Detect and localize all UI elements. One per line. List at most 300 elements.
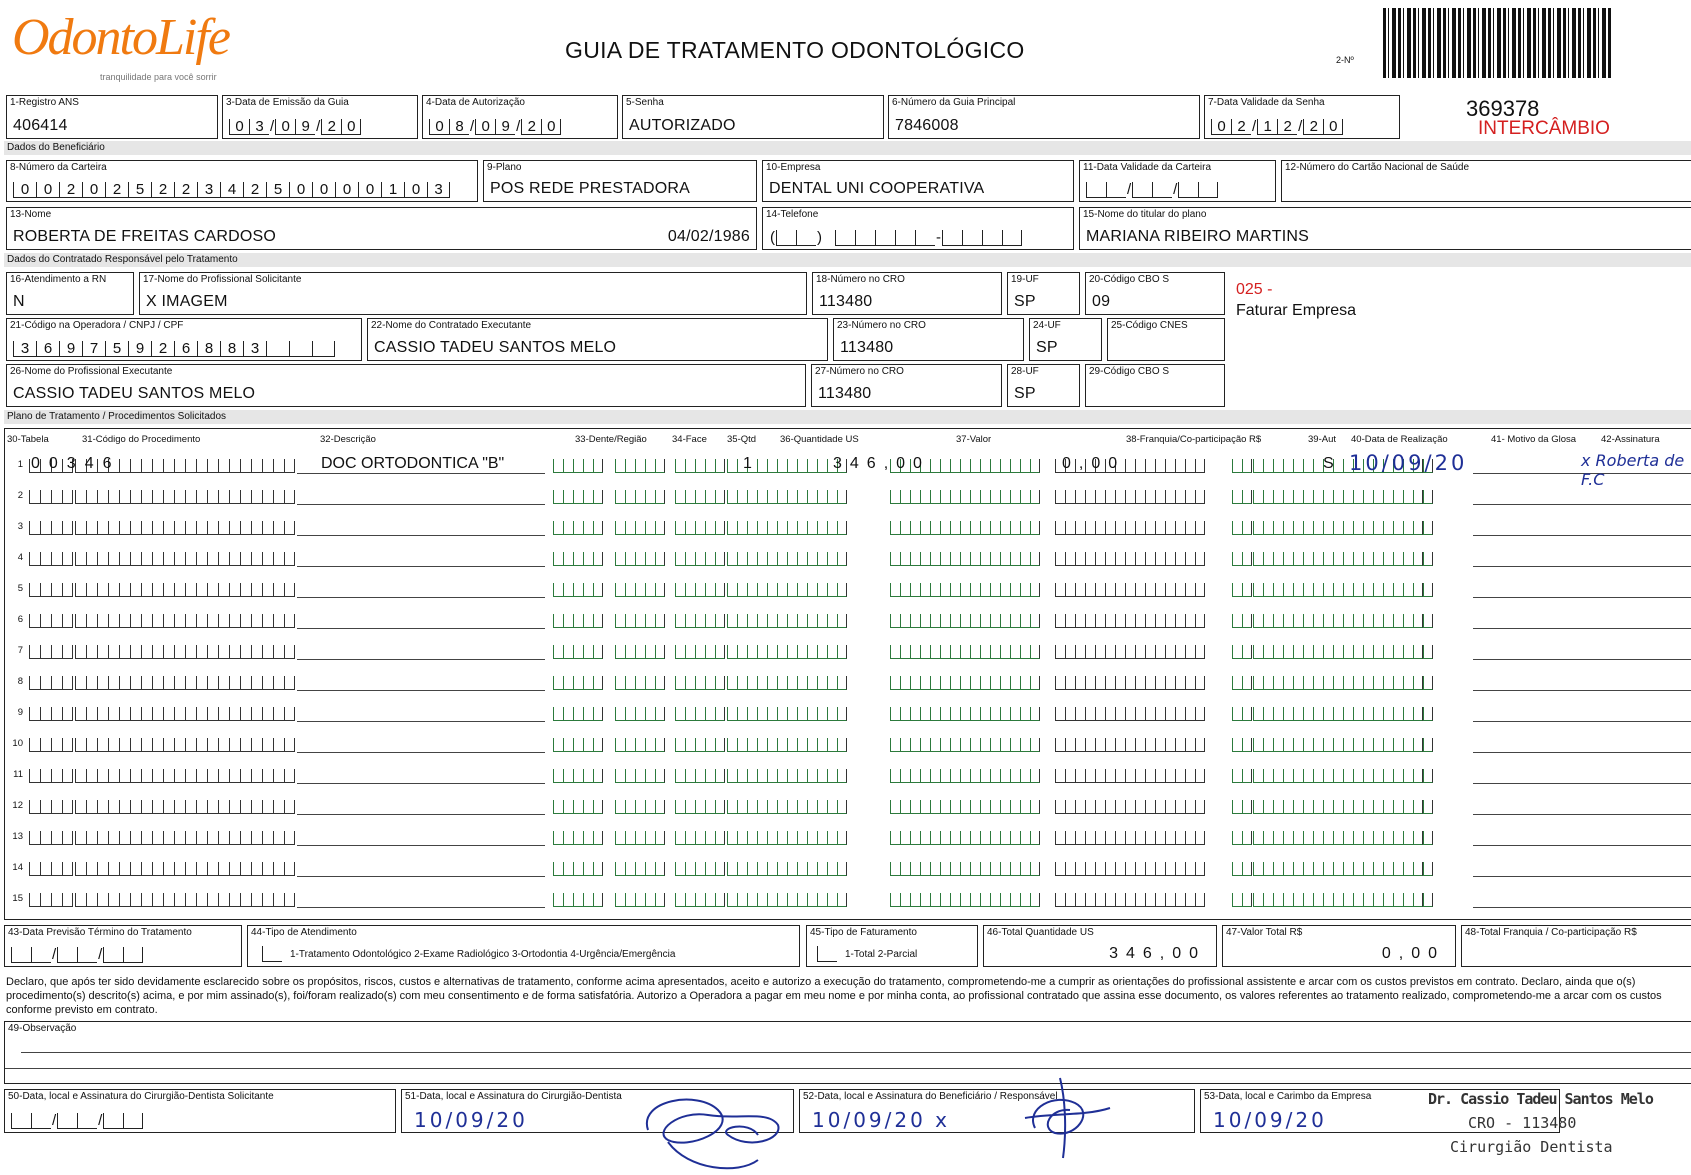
cell-group[interactable]	[1232, 521, 1252, 535]
cell-group[interactable]	[1232, 831, 1252, 845]
cell-group[interactable]	[553, 583, 603, 597]
cell-group[interactable]	[75, 676, 295, 690]
cell-group[interactable]	[29, 614, 73, 628]
cell-group[interactable]	[1055, 893, 1205, 907]
row-number: 14	[12, 862, 23, 873]
cell-group[interactable]	[75, 490, 295, 504]
cbo20-value: 09	[1092, 293, 1111, 310]
cell-group[interactable]	[1232, 645, 1252, 659]
cell-group[interactable]	[1055, 645, 1205, 659]
cell-group[interactable]	[615, 459, 665, 473]
operadora-digit: 7	[82, 341, 105, 357]
tipo-atendimento-options: 1-Tratamento Odontológico 2-Exame Radiológico 3-Ortodontia 4-Urgência/Emergência	[290, 949, 676, 960]
cell-group[interactable]	[75, 769, 295, 783]
f52-field[interactable]	[799, 1089, 1195, 1133]
cod-operadora-label: 21-Código na Operadora / CNPJ / CPF	[10, 320, 184, 331]
uf19-field[interactable]	[1007, 272, 1080, 315]
cell-group[interactable]	[675, 490, 725, 504]
cell-group[interactable]	[1055, 738, 1205, 752]
cbo29-field[interactable]	[1085, 364, 1225, 407]
cell-group[interactable]	[553, 800, 603, 814]
cell-group[interactable]	[615, 831, 665, 845]
cell-group[interactable]	[553, 738, 603, 752]
cell-group[interactable]	[890, 831, 1040, 845]
cell-group[interactable]	[553, 769, 603, 783]
guide-number-label: 2-Nº	[1336, 55, 1354, 65]
cell-group[interactable]	[1403, 800, 1423, 814]
exchange-label: INTERCÂMBIO	[1478, 118, 1610, 139]
operadora-digit: 3	[243, 341, 266, 357]
f50-field[interactable]	[4, 1089, 396, 1133]
cell-group[interactable]	[553, 459, 603, 473]
cell-group[interactable]	[1055, 552, 1205, 566]
col-motivo-glosa: 41- Motivo da Glosa	[1491, 434, 1577, 445]
uf19-label: 19-UF	[1011, 274, 1039, 285]
data-autorizacao-field[interactable]	[422, 95, 618, 139]
data-emissao-field[interactable]	[222, 95, 418, 139]
cell-group[interactable]	[75, 707, 295, 721]
cbo29-label: 29-Código CBO S	[1089, 366, 1170, 377]
cell-group[interactable]	[29, 769, 73, 783]
uf28-value: SP	[1014, 385, 1036, 402]
cell-group[interactable]	[75, 552, 295, 566]
col-qtd-us: 36-Quantidade US	[780, 434, 859, 445]
cell-group[interactable]	[727, 676, 847, 690]
carteira-digit: 5	[266, 182, 289, 198]
cell-group[interactable]	[1055, 800, 1205, 814]
tipo-faturamento-box[interactable]	[817, 946, 837, 962]
cell-group[interactable]	[75, 831, 295, 845]
page-title: GUIA DE TRATAMENTO ODONTOLÓGICO	[565, 37, 1025, 63]
cell-group[interactable]	[675, 738, 725, 752]
cell-group[interactable]	[1232, 490, 1252, 504]
cell-group[interactable]	[615, 893, 665, 907]
glosa-line[interactable]	[1473, 721, 1691, 722]
cell-group[interactable]	[615, 583, 665, 597]
cell-group[interactable]	[1403, 893, 1423, 907]
row-number: 7	[17, 645, 23, 656]
cell-group[interactable]	[1403, 707, 1423, 721]
cell-group[interactable]	[675, 831, 725, 845]
row-number: 3	[17, 521, 23, 532]
note-code: 025 -	[1236, 281, 1273, 298]
cell-group[interactable]	[29, 490, 73, 504]
titular-field[interactable]	[1079, 207, 1691, 250]
glosa-line[interactable]	[1473, 628, 1691, 629]
cell-group[interactable]	[75, 738, 295, 752]
nascimento-value: 04/02/1986	[667, 228, 750, 245]
cell-group[interactable]	[890, 614, 1040, 628]
carteira-digit: 2	[151, 182, 174, 198]
cell-group[interactable]	[675, 583, 725, 597]
cell-group[interactable]	[553, 707, 603, 721]
valor-total-value: 0,00	[1381, 945, 1445, 962]
cell-group[interactable]	[727, 521, 847, 535]
validade-senha-field[interactable]	[1204, 95, 1400, 139]
uf24-field[interactable]	[1029, 318, 1102, 361]
cell-group[interactable]	[727, 862, 847, 876]
cell-group[interactable]	[727, 893, 847, 907]
uf28-field[interactable]	[1007, 364, 1080, 407]
descricao-line[interactable]	[297, 814, 545, 815]
col-aut: 39-Aut	[1308, 434, 1336, 445]
cell-group[interactable]	[29, 552, 73, 566]
cell-group[interactable]	[1232, 800, 1252, 814]
operadora-digit: 5	[105, 341, 128, 357]
cell-group[interactable]	[890, 490, 1040, 504]
cell-group[interactable]	[675, 552, 725, 566]
tipo-atendimento-field[interactable]	[247, 925, 800, 967]
glosa-line[interactable]	[1473, 597, 1691, 598]
cnes-field[interactable]	[1107, 318, 1225, 361]
carteira-digit: 1	[381, 182, 404, 198]
cell-group[interactable]	[1232, 893, 1252, 907]
cell-group[interactable]	[29, 800, 73, 814]
senha-value: AUTORIZADO	[629, 117, 736, 134]
senha-label: 5-Senha	[626, 97, 664, 108]
cell-group[interactable]	[29, 645, 73, 659]
cell-group[interactable]	[675, 645, 725, 659]
operadora-digit: 2	[151, 341, 174, 357]
cell-group[interactable]	[890, 521, 1040, 535]
cell-group[interactable]	[75, 800, 295, 814]
cell-group[interactable]	[727, 800, 847, 814]
cell-group[interactable]	[75, 893, 295, 907]
cell-group[interactable]	[1232, 738, 1252, 752]
cbo20-label: 20-Código CBO S	[1089, 274, 1170, 285]
cell-group[interactable]	[553, 831, 603, 845]
cell-group[interactable]	[615, 800, 665, 814]
cell-group[interactable]	[553, 676, 603, 690]
senha-field[interactable]	[622, 95, 884, 139]
plano-field[interactable]	[483, 160, 757, 202]
cro27-field[interactable]	[811, 364, 1002, 407]
glosa-line[interactable]	[1473, 845, 1691, 846]
cell-group[interactable]	[615, 645, 665, 659]
glosa-line[interactable]	[1473, 814, 1691, 815]
descricao-line[interactable]	[297, 659, 545, 660]
cell-group[interactable]	[75, 614, 295, 628]
cell-group[interactable]	[675, 800, 725, 814]
declaration-text: Declaro, que após ter sido devidamente esclarecido sobre os propósitos, riscos, custos e alternativas de tratamento, conforme acima apresentados, aceito e autorizo a execução do tratamento, comprometendo-me a cumprir as orientações do profissional assistente e arcar com os custos previstos em contrato. Declaro, ainda que o(s) procedimento(s) descrito(s) acima, e por mim assinado(s), foi/foram realizado(s) com meu consentimento e de forma satisfatória. Autorizo a Operadora a pagar em meu nome e por minha conta, ao profissional contratado que assina esse documento, os valores referentes ao tratamento realizado, comprometendo-me a arcar com os custos conforme previsto em contrato.	[6, 976, 1662, 1016]
glosa-line[interactable]	[1473, 659, 1691, 660]
descricao-line[interactable]	[297, 783, 545, 784]
row-number: 4	[17, 552, 23, 563]
cell-group[interactable]	[1232, 459, 1252, 473]
total-us-value: 346,00	[1109, 945, 1206, 962]
cell-group[interactable]	[75, 862, 295, 876]
f51-date: 10/09/20	[414, 1108, 528, 1132]
executante-label: 22-Nome do Contratado Executante	[371, 320, 532, 331]
cell-group[interactable]	[29, 676, 73, 690]
carteira-digit: 3	[427, 182, 450, 198]
cell-group[interactable]	[615, 862, 665, 876]
rn-field[interactable]	[6, 272, 134, 315]
cbo20-field[interactable]	[1085, 272, 1225, 315]
cell-group[interactable]	[615, 769, 665, 783]
guide-number: 369378	[1466, 96, 1540, 121]
cell-group[interactable]	[1232, 676, 1252, 690]
col-assinatura: 42-Assinatura	[1601, 434, 1660, 445]
carteira-digit: 5	[128, 182, 151, 198]
cell-group[interactable]	[727, 614, 847, 628]
prof-exec-field[interactable]	[6, 364, 806, 407]
cell-group[interactable]	[675, 676, 725, 690]
cell-group[interactable]	[675, 459, 725, 473]
telefone-label: 14-Telefone	[766, 209, 819, 220]
solicitante-field[interactable]	[139, 272, 807, 315]
cell-group[interactable]	[29, 862, 73, 876]
cell-group[interactable]	[615, 707, 665, 721]
cell-group[interactable]	[727, 552, 847, 566]
cell-group[interactable]	[1403, 583, 1423, 597]
tipo-faturamento-options: 1-Total 2-Parcial	[845, 949, 918, 960]
glosa-line[interactable]	[1473, 752, 1691, 753]
guia-principal-field[interactable]	[888, 95, 1200, 139]
previsao-boxes: / /	[11, 943, 143, 963]
logo-text: OdontoLife	[12, 9, 229, 66]
cell-group[interactable]	[1055, 707, 1205, 721]
cell-group[interactable]	[29, 893, 73, 907]
cell-group[interactable]	[675, 862, 725, 876]
cell-group[interactable]	[553, 645, 603, 659]
glosa-line[interactable]	[1473, 504, 1691, 505]
cell-group[interactable]	[29, 707, 73, 721]
empresa-field[interactable]	[762, 160, 1074, 202]
beneficiario-section: Dados do Beneficiário	[4, 141, 1691, 155]
descricao-line[interactable]	[297, 907, 545, 908]
cro18-field[interactable]	[812, 272, 1002, 315]
carteira-field[interactable]	[6, 160, 478, 202]
cro23-value: 113480	[840, 339, 894, 356]
descricao-line[interactable]	[297, 535, 545, 536]
nome-field[interactable]	[6, 207, 757, 250]
carteira-digit: 0	[335, 182, 358, 198]
cell-group[interactable]	[675, 707, 725, 721]
carteira-boxes	[13, 178, 450, 198]
descricao-line[interactable]	[297, 690, 545, 691]
validade-carteira-field[interactable]	[1079, 160, 1276, 202]
cell-group[interactable]	[1403, 831, 1423, 845]
nome-value: ROBERTA DE FREITAS CARDOSO	[13, 228, 277, 245]
carteira-digit: 0	[36, 182, 59, 198]
valor-total-field[interactable]	[1222, 925, 1456, 967]
cartao-nacional-field[interactable]	[1281, 160, 1691, 202]
row-number: 8	[17, 676, 23, 687]
tipo-atendimento-label: 44-Tipo de Atendimento	[251, 927, 357, 938]
col-qtd: 35-Qtd	[727, 434, 757, 445]
cell-group[interactable]	[1403, 738, 1423, 752]
cell-group[interactable]	[615, 676, 665, 690]
glosa-line[interactable]	[1473, 690, 1691, 691]
cell-group[interactable]	[890, 645, 1040, 659]
cell-group[interactable]	[675, 893, 725, 907]
previsao-field[interactable]	[4, 925, 242, 967]
cell-group[interactable]	[1055, 862, 1205, 876]
prof-exec-label: 26-Nome do Profissional Executante	[10, 366, 173, 377]
cell-group[interactable]	[75, 645, 295, 659]
uf19-value: SP	[1014, 293, 1036, 310]
glosa-line[interactable]	[1473, 566, 1691, 567]
descricao-line[interactable]	[297, 566, 545, 567]
descricao-line[interactable]	[297, 597, 545, 598]
glosa-line[interactable]	[1473, 907, 1691, 908]
col-tabela: 30-Tabela	[7, 434, 49, 445]
validade-carteira-label: 11-Data Validade da Carteira	[1083, 162, 1212, 173]
row1-assinatura: x Roberta de F.C	[1581, 451, 1685, 489]
titular-value: MARIANA RIBEIRO MARTINS	[1086, 228, 1310, 245]
cell-group[interactable]	[1403, 769, 1423, 783]
dentist-signature	[628, 1080, 788, 1175]
cell-group[interactable]	[890, 800, 1040, 814]
descricao-line[interactable]	[297, 721, 545, 722]
solicitante-label: 17-Nome do Profissional Solicitante	[143, 274, 302, 285]
plano-label: 9-Plano	[487, 162, 522, 173]
cell-group[interactable]	[29, 831, 73, 845]
cell-group[interactable]	[615, 552, 665, 566]
stamp-role: Cirurgião Dentista	[1450, 1138, 1613, 1156]
row-number: 12	[12, 800, 23, 811]
cell-group[interactable]	[727, 769, 847, 783]
rn-label: 16-Atendimento a RN	[10, 274, 107, 285]
data-autorizacao-label: 4-Data de Autorização	[426, 97, 525, 108]
tipo-atendimento-box[interactable]	[262, 946, 282, 962]
cell-group[interactable]	[1232, 707, 1252, 721]
operadora-digit: 3	[13, 341, 36, 357]
operadora-digit: 8	[220, 341, 243, 357]
carteira-digit: 2	[59, 182, 82, 198]
cell-group[interactable]	[1403, 676, 1423, 690]
cell-group[interactable]	[75, 521, 295, 535]
cell-group[interactable]	[615, 614, 665, 628]
cell-group[interactable]	[727, 490, 847, 504]
f52-label: 52-Data, local e Assinatura do Beneficiário / Responsável	[803, 1091, 1058, 1102]
cell-group[interactable]	[1232, 552, 1252, 566]
glosa-line[interactable]	[1473, 535, 1691, 536]
cell-group[interactable]	[890, 707, 1040, 721]
observacao-field[interactable]	[4, 1021, 1691, 1084]
cell-group[interactable]	[727, 831, 847, 845]
cell-group[interactable]	[553, 552, 603, 566]
row1-valor: 0,00	[1062, 455, 1126, 472]
cell-group[interactable]	[890, 893, 1040, 907]
cell-group[interactable]	[553, 490, 603, 504]
cod-operadora-field[interactable]	[6, 318, 362, 361]
cell-group[interactable]	[1055, 676, 1205, 690]
cell-group[interactable]	[675, 769, 725, 783]
cell-group[interactable]	[1055, 831, 1205, 845]
cell-group[interactable]	[29, 521, 73, 535]
note-text: Faturar Empresa	[1236, 302, 1357, 319]
total-us-field[interactable]	[983, 925, 1217, 967]
cell-group[interactable]	[29, 738, 73, 752]
cell-group[interactable]	[1232, 614, 1252, 628]
registro-ans-field[interactable]	[6, 95, 218, 139]
glosa-line[interactable]	[1473, 876, 1691, 877]
cell-group[interactable]	[75, 583, 295, 597]
cell-group[interactable]	[615, 738, 665, 752]
cell-group[interactable]	[553, 862, 603, 876]
cell-group[interactable]	[1403, 614, 1423, 628]
cell-group[interactable]	[890, 769, 1040, 783]
descricao-line[interactable]	[297, 504, 545, 505]
uf24-value: SP	[1036, 339, 1058, 356]
descricao-line[interactable]	[297, 628, 545, 629]
cell-group[interactable]	[615, 490, 665, 504]
cell-group[interactable]	[890, 676, 1040, 690]
cell-group[interactable]	[675, 521, 725, 535]
carteira-digit: 0	[289, 182, 312, 198]
franquia-total-field[interactable]	[1461, 925, 1691, 967]
cell-group[interactable]	[1403, 862, 1423, 876]
cell-group[interactable]	[1055, 583, 1205, 597]
cell-group[interactable]	[1055, 769, 1205, 783]
cell-group[interactable]	[553, 614, 603, 628]
cell-group[interactable]	[1403, 521, 1423, 535]
guia-principal-label: 6-Número da Guia Principal	[892, 97, 1016, 108]
cell-group[interactable]	[890, 583, 1040, 597]
row1-descricao: DOC ORTODONTICA "B"	[321, 455, 505, 472]
solicitante-value: X IMAGEM	[146, 293, 228, 310]
cell-group[interactable]	[727, 707, 847, 721]
tipo-faturamento-field[interactable]	[806, 925, 978, 967]
cell-group[interactable]	[615, 521, 665, 535]
cell-group[interactable]	[1232, 769, 1252, 783]
row-number: 13	[12, 831, 23, 842]
cell-group[interactable]	[1403, 552, 1423, 566]
f50-boxes: / /	[11, 1109, 143, 1129]
cell-group[interactable]	[727, 738, 847, 752]
cell-group[interactable]	[890, 862, 1040, 876]
cell-group[interactable]	[1055, 490, 1205, 504]
cell-group[interactable]	[553, 521, 603, 535]
f53-label: 53-Data, local e Carimbo da Empresa	[1204, 1091, 1372, 1102]
empresa-label: 10-Empresa	[766, 162, 821, 173]
descricao-line[interactable]	[297, 845, 545, 846]
cell-group[interactable]	[29, 583, 73, 597]
validade-senha-label: 7-Data Validade da Senha	[1208, 97, 1325, 108]
cell-group[interactable]	[1403, 645, 1423, 659]
logo	[12, 10, 242, 88]
cell-group[interactable]	[1055, 521, 1205, 535]
cell-group[interactable]	[553, 893, 603, 907]
procedures-table	[4, 428, 1691, 920]
observacao-label: 49-Observação	[8, 1023, 77, 1034]
descricao-line[interactable]	[297, 876, 545, 877]
tipo-faturamento-label: 45-Tipo de Faturamento	[810, 927, 917, 938]
glosa-line[interactable]	[1473, 783, 1691, 784]
row-number: 6	[17, 614, 23, 625]
cell-group[interactable]	[890, 552, 1040, 566]
cell-group[interactable]	[1232, 583, 1252, 597]
col-data-realizacao: 40-Data de Realização	[1351, 434, 1448, 445]
cell-group[interactable]	[727, 645, 847, 659]
executante-field[interactable]	[367, 318, 828, 361]
cell-group[interactable]	[1055, 614, 1205, 628]
descricao-line[interactable]	[297, 473, 545, 474]
cell-group[interactable]	[890, 738, 1040, 752]
telefone-field[interactable]	[762, 207, 1074, 250]
cell-group[interactable]	[675, 614, 725, 628]
cro23-field[interactable]	[833, 318, 1024, 361]
data-autorizacao-boxes: 0 8 / 0 9 / 2 0	[429, 115, 561, 135]
descricao-line[interactable]	[297, 752, 545, 753]
f50-label: 50-Data, local e Assinatura do Cirurgião-Dentista Solicitante	[8, 1091, 274, 1102]
contratado-section: Dados do Contratado Responsável pelo Tratamento	[4, 253, 1691, 267]
cell-group[interactable]	[1232, 862, 1252, 876]
cell-group[interactable]	[1403, 490, 1423, 504]
cell-group[interactable]	[727, 583, 847, 597]
